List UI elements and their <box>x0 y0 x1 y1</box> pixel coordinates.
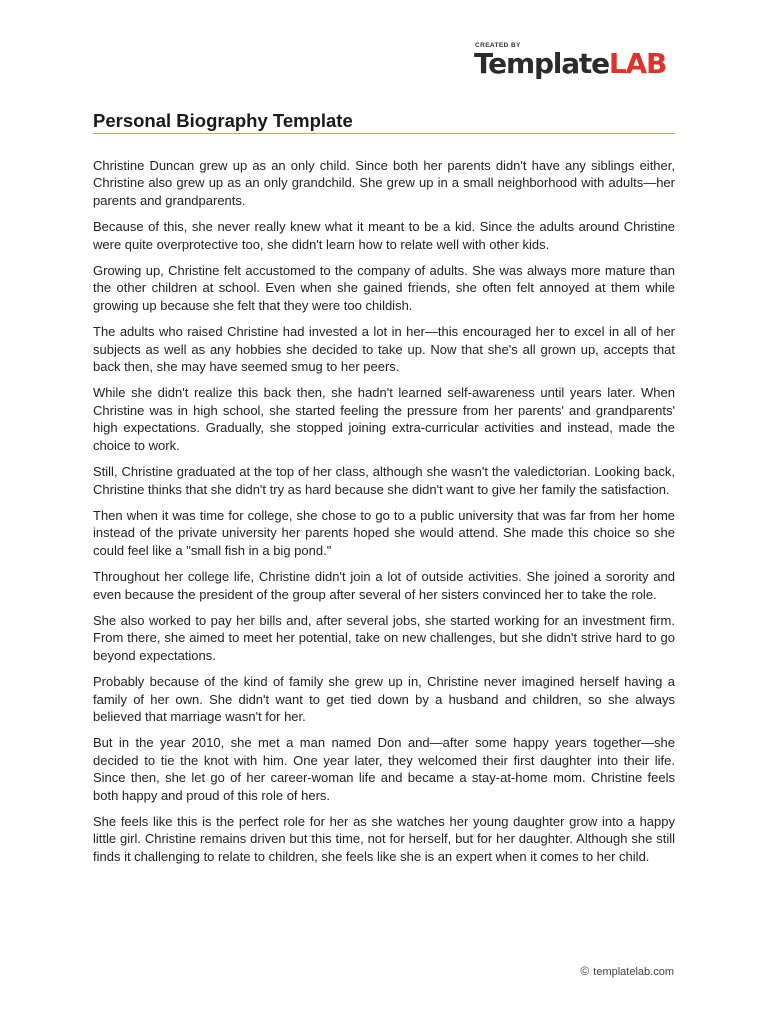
logo-wordmark <box>474 49 666 79</box>
footer-credit <box>580 964 674 978</box>
logo-word-lab: LAB <box>608 47 667 80</box>
body-paragraph-7: Then when it was time for college, she chose to go to a public university that was far from her home instead of the private university her parents hoped she would attend. She made this choice so she could feel like a "small fish in a big pond." <box>93 507 675 558</box>
body-paragraph-5: While she didn't realize this back then, she hadn't learned self-awareness until years later. When Christine was in high school, she started feeling the pressure from her parents' and grandparents' high expectations. Gradually, she stopped joining extra-curricular activities and instead, made the choice to work. <box>93 385 675 453</box>
logo-word-template: Template <box>474 47 609 80</box>
templatelab-link[interactable]: templatelab.com <box>593 966 674 978</box>
body-paragraph-2: Because of this, she never really knew what it meant to be a kid. Since the adults around Christine were quite overprotective too, she didn't learn how to relate well with other kids. <box>93 219 675 252</box>
templatelab-logo <box>474 42 674 84</box>
body-paragraph-10: Probably because of the kind of family she grew up in, Christine never imagined herself having a family of her own. She didn't want to get tied down by a husband and children, so she always believed that marriage wasn't for her. <box>93 674 675 724</box>
body-paragraph-4: The adults who raised Christine had invested a lot in her—this encouraged her to excel in all of her subjects as well as any hobbies she decided to take up. Now that she's all grown up, accepts that back then, she may have seemed smug to her peers. <box>93 324 675 375</box>
copyright-icon: © <box>580 964 590 978</box>
body-paragraph-8: Throughout her college life, Christine didn't join a lot of outside activities. She joined a sorority and even because the president of the group after several of her sisters convinced her to take the role. <box>93 569 675 602</box>
body-paragraph-1: Christine Duncan grew up as an only child. Since both her parents didn't have any siblings either, Christine also grew up as an only grandchild. She grew up in a small neighborhood with adults—her parents and grandparents. <box>93 158 675 208</box>
body-paragraph-12: She feels like this is the perfect role for her as she watches her young daughter grow into a happy little girl. Christine remains driven but this time, not for herself, but for her daughter. Although she still finds it challenging to relate to children, she feels like she is an expert when it comes to her child. <box>93 814 675 864</box>
body-paragraph-9: She also worked to pay her bills and, after several jobs, she started working for an investment firm. From there, she aimed to meet her potential, take on new challenges, but she didn't strive hard to go beyond expectations. <box>93 612 675 663</box>
body-paragraph-6: Still, Christine graduated at the top of her class, although she wasn't the valedictorian. Looking back, Christine thinks that she didn't try as hard because she didn't want to give her family the satisfaction. <box>93 464 675 497</box>
logo-created-by-text: CREATED BY <box>475 42 521 49</box>
biography-body <box>93 157 675 874</box>
title-underline-divider <box>93 133 675 134</box>
body-paragraph-3: Growing up, Christine felt accustomed to the company of adults. She was always more mature than the other children at school. Even when she gained friends, she often felt annoyed at them while growing up because she felt that they were too childish. <box>93 263 675 313</box>
body-paragraph-11: But in the year 2010, she met a man named Don and—after some happy years together—she decided to tie the knot with him. One year later, they welcomed their first daughter into their life. Since then, she let go of her career-woman life and became a stay-at-home mom. Christine feels both happy and proud of this role of hers. <box>93 735 675 803</box>
page-title: Personal Biography Template <box>93 110 353 131</box>
